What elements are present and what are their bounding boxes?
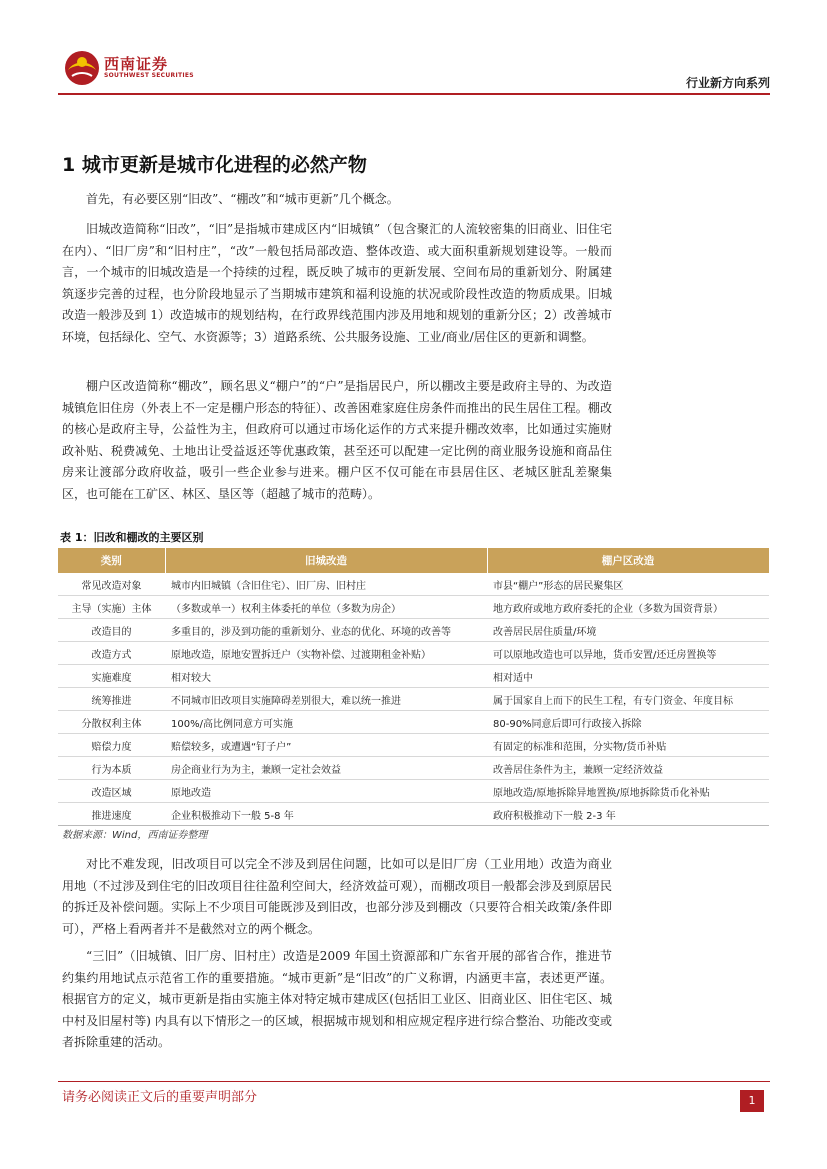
table-cell: 推进速度 bbox=[58, 803, 165, 826]
table-cell: 赔偿较多，或遭遇“钉子户” bbox=[165, 734, 487, 757]
table-row bbox=[58, 688, 769, 711]
table-row bbox=[58, 665, 769, 688]
table-cell: 改造区域 bbox=[58, 780, 165, 803]
table-cell: 政府积极推动下一般 2-3 年 bbox=[487, 803, 769, 826]
table-cell: 属于国家自上而下的民生工程，有专门资金、年度目标 bbox=[487, 688, 769, 711]
table-row bbox=[58, 642, 769, 665]
table-cell: 相对适中 bbox=[487, 665, 769, 688]
table-cell: 原地改造/原地拆除异地置换/原地拆除货币化补贴 bbox=[487, 780, 769, 803]
table-cell: 80-90%同意后即可行政接入拆除 bbox=[487, 711, 769, 734]
table-row bbox=[58, 757, 769, 780]
table-cell: 有固定的标准和范围，分实物/货币补贴 bbox=[487, 734, 769, 757]
table-cell: 原地改造 bbox=[165, 780, 487, 803]
table-row bbox=[58, 596, 769, 619]
table-cell: 行为本质 bbox=[58, 757, 165, 780]
table-cell: 常见改造对象 bbox=[58, 573, 165, 596]
table-cell: 多重目的，涉及到功能的重新划分、业态的优化、环境的改善等 bbox=[165, 619, 487, 642]
table-row bbox=[58, 734, 769, 757]
table-row bbox=[58, 803, 769, 826]
table-cell: 原地改造，原地安置拆迁户（实物补偿、过渡期租金补贴） bbox=[165, 642, 487, 665]
disclaimer-notice: 请务必阅读正文后的重要声明部分 bbox=[62, 1090, 258, 1105]
table-header-shantytown: 棚户区改造 bbox=[487, 548, 769, 573]
section-title: 1 城市更新是城市化进程的必然产物 bbox=[62, 154, 367, 176]
paragraph-intro: 首先，有必要区别“旧改”、“棚改”和“城市更新”几个概念。 bbox=[86, 192, 399, 206]
table-header-old-city: 旧城改造 bbox=[165, 548, 487, 573]
paragraph-shantytown: 棚户区改造简称“棚改”，顾名思义“棚户”的“户”是指居民户，所以棚改主要是政府主导的、为改造城镇危旧住房（外表上不一定是棚户形态的特征）、改善困难家庭住房条件而推出的民生居住工程。棚改的核心是政府主导，公益性为主，但政府可以通过市场化运作的方式来提升棚改效率，比如通过实施财政补贴、税费减免、土地出让受益返还等优惠政策，甚至还可以配建一定比例的商业服务设施和商品住房来让渡部分政府收益，吸引一些企业参与进来。棚户区不仅可能在市县居住区、老城区脏乱差聚集区，也可能在工矿区、林区、垦区等（超越了城市的范畴）。 bbox=[62, 379, 612, 501]
table-row bbox=[58, 619, 769, 642]
table-cell: 实施难度 bbox=[58, 665, 165, 688]
table-row bbox=[58, 780, 769, 803]
header-divider bbox=[58, 93, 770, 95]
paragraph-three-old: “三旧”（旧城镇、旧厂房、旧村庄）改造是2009 年国土资源部和广东省开展的部省合作，推进节约集约用地试点示范省工作的重要措施。“城市更新”是“旧改”的广义称谓，内涵更丰富，表述更严谨。根据官方的定义，城市更新是指由实施主体对特定城市建成区(包括旧工业区、旧商业区、旧住宅区、城中村及旧屋村等) 内具有以下情形之一的区域，根据城市规划和相应规定程序进行综合整治、功能改变或者拆除重建的活动。 bbox=[62, 949, 612, 1049]
table-header-row bbox=[58, 548, 769, 573]
table-cell: 改造方式 bbox=[58, 642, 165, 665]
page-number: 1 bbox=[740, 1090, 764, 1112]
table-cell: 100%/高比例同意方可实施 bbox=[165, 711, 487, 734]
table-cell: 改善居住条件为主，兼顾一定经济效益 bbox=[487, 757, 769, 780]
footer-divider bbox=[58, 1081, 770, 1082]
table-cell: 地方政府或地方政府委托的企业（多数为国资背景） bbox=[487, 596, 769, 619]
table-header-category: 类别 bbox=[58, 548, 165, 573]
table-caption: 表 1：旧改和棚改的主要区别 bbox=[60, 531, 204, 544]
table-source-note: 数据来源：Wind，西南证券整理 bbox=[62, 830, 208, 841]
report-series-label: 行业新方向系列 bbox=[685, 76, 770, 90]
table-cell: 改善居民居住质量/环境 bbox=[487, 619, 769, 642]
paragraph-comparison: 对比不难发现，旧改项目可以完全不涉及到居住问题，比如可以是旧厂房（工业用地）改造为商业用地（不过涉及到住宅的旧改项目往往盈利空间大，经济效益可观），而棚改项目一般都会涉及到原居民的拆迁及补偿问题。实际上不少项目可能既涉及到旧改，也部分涉及到棚改（只要符合相关政策/条件即可），严格上看两者并不是截然对立的两个概念。 bbox=[62, 857, 612, 936]
logo-chinese-name: 西南证券 bbox=[104, 55, 169, 73]
table-cell: 可以原地改造也可以异地，货币安置/还迁房置换等 bbox=[487, 642, 769, 665]
table-cell: 统筹推进 bbox=[58, 688, 165, 711]
table-cell: 改造目的 bbox=[58, 619, 165, 642]
comparison-table bbox=[58, 548, 770, 826]
table-cell: 企业积极推动下一般 5-8 年 bbox=[165, 803, 487, 826]
table-cell: 市县“棚户”形态的居民聚集区 bbox=[487, 573, 769, 596]
table-cell: 不同城市旧改项目实施障碍差别很大，难以统一推进 bbox=[165, 688, 487, 711]
paragraph-old-renovation: 旧城改造简称“旧改”，“旧”是指城市建成区内“旧城镇”（包含聚汇的人流较密集的旧商业、旧住宅在内）、“旧厂房”和“旧村庄”，“改”一般包括局部改造、整体改造、或大面积重新规划建设等。一般而言，一个城市的旧城改造是一个持续的过程，既反映了城市的更新发展、空间布局的重新划分、附属建筑逐步完善的过程，也分阶段地显示了当期城市建筑和福利设施的状况或阶段性改造的物质成果。旧城改造一般涉及到 1）改造城市的规划结构，在行政界线范围内涉及用地和规划的重新分区；2）改善城市环境，包括绿化、空气、水资源等；3）道路系统、公共服务设施、工业/商业/居住区的更新和调整。 bbox=[62, 222, 612, 344]
southwest-securities-logo-icon bbox=[64, 50, 100, 86]
table-cell: 相对较大 bbox=[165, 665, 487, 688]
table-row bbox=[58, 573, 769, 596]
table-cell: （多数或单一）权利主体委托的单位（多数为房企） bbox=[165, 596, 487, 619]
table-row bbox=[58, 711, 769, 734]
table-cell: 主导（实施）主体 bbox=[58, 596, 165, 619]
table-cell: 房企商业行为为主，兼顾一定社会效益 bbox=[165, 757, 487, 780]
table-cell: 赔偿力度 bbox=[58, 734, 165, 757]
page-header bbox=[58, 44, 770, 92]
logo-english-name: SOUTHWEST SECURITIES bbox=[104, 72, 194, 79]
table-cell: 分散权利主体 bbox=[58, 711, 165, 734]
table-cell: 城市内旧城镇（含旧住宅）、旧厂房、旧村庄 bbox=[165, 573, 487, 596]
